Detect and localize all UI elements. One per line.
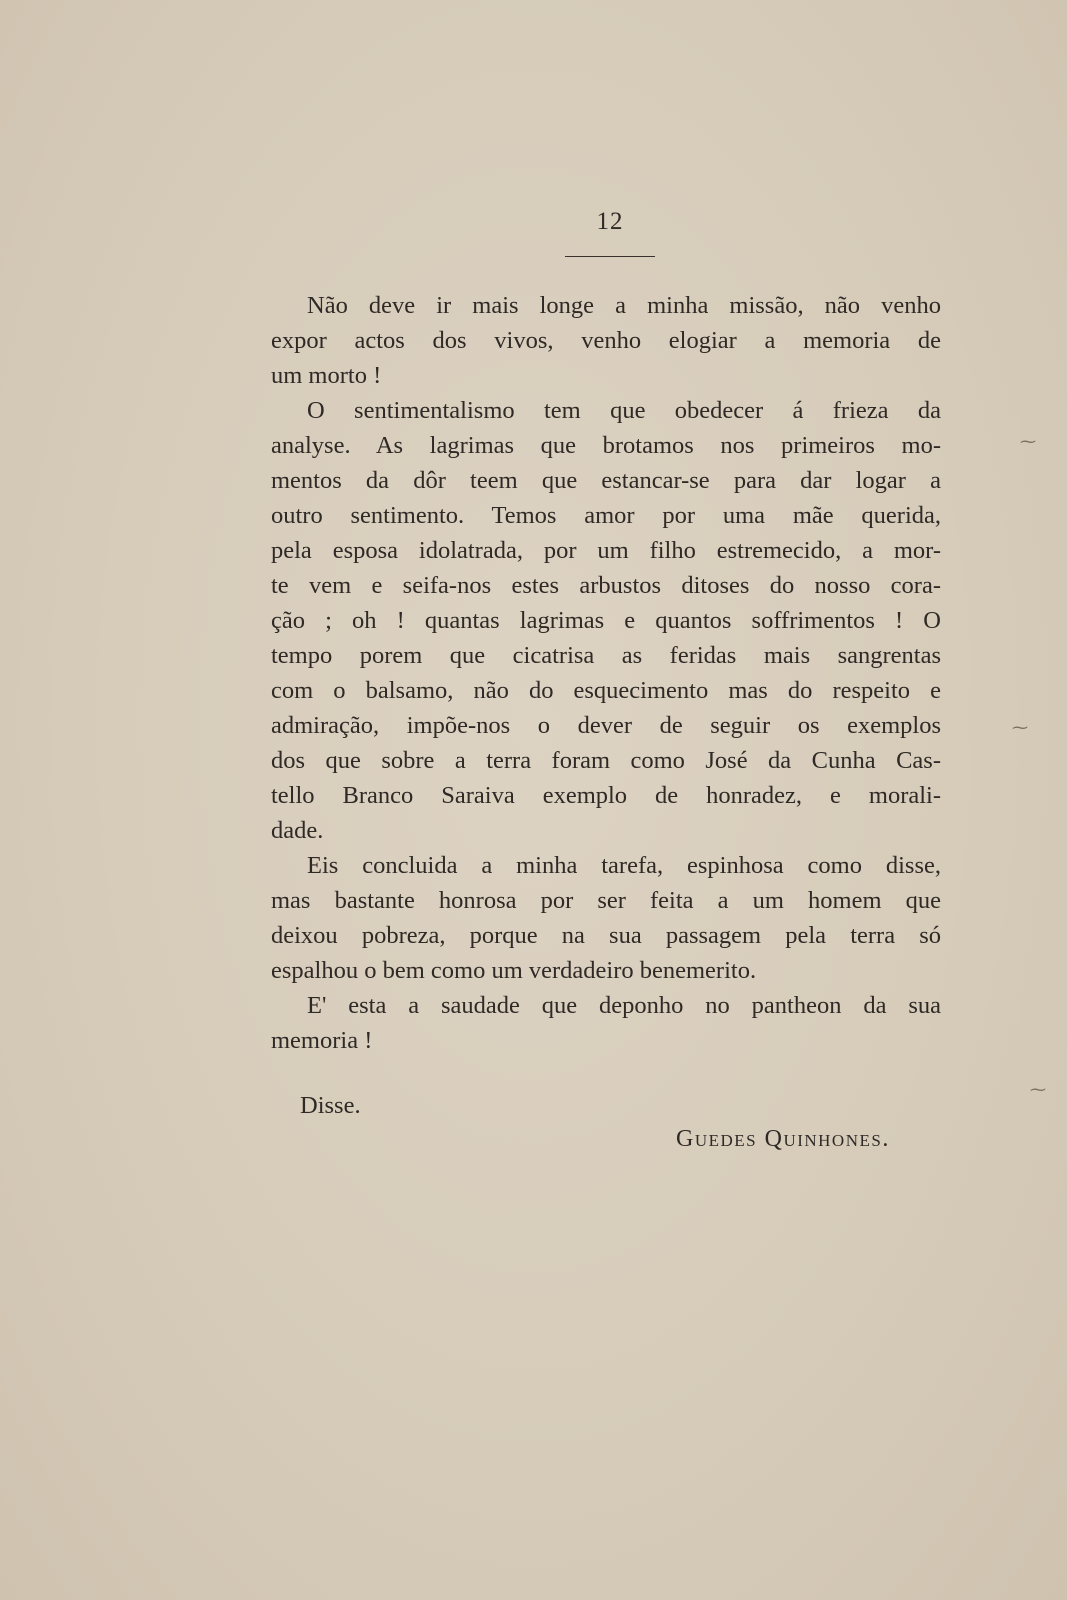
- text-line: Eis concluida a minha tarefa, espinhosa como disse,: [307, 852, 941, 879]
- margin-blot: ⁓: [1030, 1082, 1046, 1099]
- text-line: E' esta a saudade que deponho no pantheon da sua: [307, 992, 941, 1019]
- page-number: 12: [596, 208, 624, 235]
- author-signature: Guedes Quinhones.: [676, 1126, 890, 1152]
- header-rule: [565, 256, 655, 257]
- text-line: um morto !: [271, 362, 382, 389]
- text-line: tempo porem que cicatrisa as feridas mais sangrentas: [271, 642, 941, 669]
- margin-blot: ⁓: [1020, 434, 1036, 451]
- text-line: outro sentimento. Temos amor por uma mãe querida,: [271, 502, 941, 529]
- body-text: [271, 288, 941, 1058]
- text-line: deixou pobreza, porque na sua passagem pela terra só: [271, 922, 941, 949]
- text-line: com o balsamo, não do esquecimento mas do respeito e: [271, 677, 941, 704]
- text-line: expor actos dos vivos, venho elogiar a memoria de: [271, 327, 941, 354]
- text-line: memoria !: [271, 1027, 373, 1054]
- text-line: dade.: [271, 817, 324, 844]
- text-line: espalhou o bem como um verdadeiro benemerito.: [271, 957, 757, 984]
- text-line: Não deve ir mais longe a minha missão, não venho: [307, 292, 941, 319]
- text-line: dos que sobre a terra foram como José da Cunha Cas-: [271, 747, 941, 774]
- text-line: analyse. As lagrimas que brotamos nos primeiros mo-: [271, 432, 941, 459]
- text-line: ção ; oh ! quantas lagrimas e quantos soffrimentos ! O: [271, 607, 941, 634]
- text-line: admiração, impõe-nos o dever de seguir os exemplos: [271, 712, 941, 739]
- signoff: Disse.: [300, 1092, 361, 1119]
- text-line: mentos da dôr teem que estancar-se para dar logar a: [271, 467, 941, 494]
- text-line: pela esposa idolatrada, por um filho estremecido, a mor-: [271, 537, 941, 564]
- text-line: O sentimentalismo tem que obedecer á frieza da: [307, 397, 941, 424]
- margin-blot: ⁓: [1012, 720, 1028, 737]
- text-line: mas bastante honrosa por ser feita a um homem que: [271, 887, 941, 914]
- text-line: tello Branco Saraiva exemplo de honradez, e morali-: [271, 782, 941, 809]
- text-line: te vem e seifa-nos estes arbustos ditoses do nosso cora-: [271, 572, 941, 599]
